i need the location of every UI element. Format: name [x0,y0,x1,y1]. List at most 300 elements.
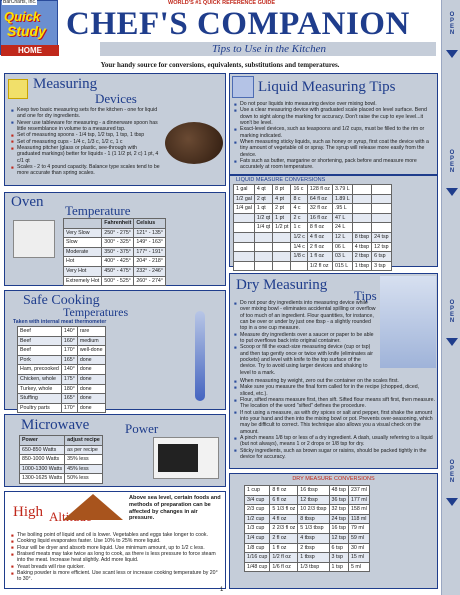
publisher-label: BarCharts, Inc. [3,0,37,5]
table-cell: 1/4 c [291,242,307,252]
list-item: ■ The boiling point of liquid and oil is lower. Vegetables and eggs take longer to cook. [11,532,223,538]
home-button[interactable]: HOME [1,45,59,56]
open-text: OPEN [449,12,455,36]
thermometer-icon [195,311,205,401]
table-row [64,238,166,248]
table-row [18,403,106,413]
list-item: ■ Flour will be dryer and absorb more liquid. Use minimum amount, up to 1/2 c less. [11,545,223,551]
spices-photo [165,122,223,164]
table-cell: 1.89 L [332,194,352,204]
table-row [245,533,370,543]
table-cell: 59 ml [348,533,369,543]
table-cell: 8 tbsp [352,232,371,242]
table-cell: 16 c [291,185,307,195]
table-cell: 2 tbsp [352,252,371,262]
table-cell: Extremely Hot [64,276,102,286]
open-label-3 [448,300,456,326]
table-row [234,185,392,195]
pitcher-photo [232,76,254,98]
table-row [18,355,106,365]
open-text: OPEN [449,460,455,484]
table-cell: 2 c [291,213,307,223]
table-row [245,553,370,563]
dry-tips-panel [229,273,438,469]
list-item: ■ When measuring by weight, zero out the container on the scales first. [234,378,435,384]
table-cell: Beef [18,336,62,346]
table-cell: 1 fl oz [307,252,332,262]
table-cell [273,261,291,271]
arrow-down-icon [446,188,458,196]
open-text: OPEN [449,300,455,324]
table-cell: done [77,365,105,375]
table-cell: 140° [61,365,77,375]
table-cell: 16 tbsp [298,486,329,496]
list-item: ■ Measuring pitcher (glass or plastic, see-through with graduated markings) better for liquids - 1 (1 1/2 pt, 2 c) 1 pt, 4 c/1 qt [11,145,161,164]
table-row [245,495,370,505]
list-item: ■ Do not pour dry ingredients into measuring device while over mixing bowl - eliminates accidental spilling or overflow of too much of an ingredient. Flour quantities, for instance, can be over or under by just one tbsp - a slightly rounded top in a one cup measure. [234,300,378,332]
table-cell: 3 tsp [372,261,391,271]
table-cell: 16 fl oz [307,213,332,223]
microwave-panel [4,414,226,487]
table-cell: 1/2 fl oz [307,261,332,271]
table-cell [234,252,255,262]
quickstudy-logo [0,0,58,55]
table-cell: done [77,384,105,394]
table-row [18,384,106,394]
table-cell: 1/2 gal [234,194,255,204]
table-row [64,247,166,257]
table-cell: 450° - 475° [102,266,134,276]
table-cell [234,213,255,223]
list-item: ■ Keep two basic measuring sets for the kitchen - one for liquid and one for dry ingredients. [11,107,161,120]
list-item: ■ Set of measuring spoons - 1/4 tsp, 1/2 tsp, 1 tsp, 1 tbsp [11,132,161,138]
table-cell: 300° - 325° [102,238,134,248]
table-cell: 4 tbsp [298,533,329,543]
table-header-cell: Power [20,436,65,446]
arrow-down-icon [446,498,458,506]
table-cell: 2 fl oz [270,533,298,543]
table-cell: 2 2/3 fl oz [270,524,298,534]
table-cell: 1 gal [234,185,255,195]
microwave-photo [153,437,219,479]
table-cell [372,204,391,214]
open-label-2 [448,150,456,176]
table-cell [234,261,255,271]
page-number: 1 [220,587,224,593]
liquid-conversions-title: LIQUID MEASURE CONVERSIONS [236,177,326,183]
page-subtitle: Tips to Use in the Kitchen [212,43,326,55]
list-item: ■ A pinch means 1/8 tsp or less of a dry ingredient. A dash, usually referring to a liquid (but not always), means 1 or 2 drops or 1/8 tsp for dry. [234,435,435,448]
liquid-tips-list [234,101,435,171]
table-cell: 64 fl oz [307,194,332,204]
altitude-title-b: Altitude [49,509,92,524]
list-item: ■ When measuring sticky liquids, such as honey or syrup, first coat the device with a tiny amount of vegetable oil or spray. The syrup will release more easily from the device. [234,139,435,158]
table-cell [254,242,272,252]
table-cell: 1 qt [254,204,272,214]
table-cell: 1/8 c [291,252,307,262]
altitude-list [11,532,223,583]
table-cell: 15 ml [348,553,369,563]
table-row [245,562,370,572]
table-cell: 2 tbsp [298,543,329,553]
table-cell: 128 fl oz [307,185,332,195]
table-header-row [20,436,103,446]
table-row [234,252,392,262]
table-cell: 36 tsp [329,495,348,505]
table-cell: 4 c [291,204,307,214]
table-cell: 1/3 tbsp [298,562,329,572]
table-cell: 177° - 191° [134,247,166,257]
liquid-conversions-table [233,184,392,271]
arrow-down-icon [446,338,458,346]
table-cell [273,232,291,242]
dry-tips-list-b [234,378,435,460]
open-text: OPEN [449,150,455,174]
dry-conversions-title: DRY MEASURE CONVERSIONS [292,476,375,482]
subtitle-bar [100,42,436,56]
table-cell [352,204,371,214]
table-row [234,223,392,233]
altitude-intro: Above sea level, certain foods and methods of preparation can be affected by changes in air pressure. [129,495,221,522]
open-label-1 [448,12,456,38]
table-cell: well-done [77,346,105,356]
table-cell: Poultry parts [18,403,62,413]
table-cell: 1/2 qt [254,213,272,223]
table-cell: done [77,394,105,404]
table-cell: 5 1/3 fl oz [270,505,298,515]
table-header-cell: adjust recipe [65,436,103,446]
table-header-cell: Celsius [134,219,166,229]
table-cell: 232° - 246° [134,266,166,276]
liquid-conversions-panel [229,175,438,267]
altitude-panel [4,491,226,589]
list-item: ■ Set of measuring cups - 1/4 c, 1/3 c, 1/2 c, 1 c [11,139,161,145]
dry-conversions-table [244,485,370,572]
table-row [245,543,370,553]
table-cell: done [77,355,105,365]
table-cell [254,261,272,271]
table-cell: 8 fl oz [270,486,298,496]
table-header-row [64,219,166,229]
table-cell: Beef [18,327,62,337]
dry-conversions-panel [229,473,438,589]
table-cell: 1/3 cup [245,524,270,534]
table-cell: 12 L [332,232,352,242]
altitude-title-a: High [13,504,43,520]
table-cell: 1 tbsp [298,553,329,563]
arrow-down-icon [446,50,458,58]
table-cell: 250° - 275° [102,228,134,238]
dry-tips-list-a [234,300,378,376]
table-cell: Hot [64,257,102,267]
list-item: ■ If not using a measure, as with dry spices or salt and pepper, first shake the amount into your hand and then into the mixing bowl or pot. Prevents over-seasoning, which may be difficult to correct. This technique also allows you a visual check on the amount. [234,410,435,435]
safe-cooking-note: Taken with internal meat thermometer [13,319,107,325]
safe-cooking-title-a: Safe Cooking [23,293,100,308]
woman-photo [380,276,436,368]
table-cell: 45% less [65,464,103,474]
list-item: ■ Sticky ingredients, such as brown sugar or raisins, should be packed tightly in the device for accuracy. [234,448,435,461]
list-item: ■ Do not pour liquids into measuring device over mixing bowl. [234,101,435,107]
table-cell [352,194,371,204]
table-cell: 121° - 135° [134,228,166,238]
table-cell: 50% less [65,474,103,484]
safe-cooking-panel [4,290,226,410]
table-cell [352,223,371,233]
dry-tips-title-a: Dry Measuring [236,277,328,293]
list-item: ■ Yeast breads will rise quicker. [11,564,223,570]
table-cell: 1/2 fl oz [270,553,298,563]
table-cell: 47 L [332,213,352,223]
list-item: ■ Make sure you measure the final form called for in the recipe (chopped, diced, sliced, etc.). [234,384,435,397]
list-item: ■ Cooking liquid evaporates faster. Use 10% to 25% more liquid. [11,538,223,544]
table-cell: 1 pt [273,213,291,223]
dry-tips-title-b: Tips [354,288,377,303]
table-cell: 06 L [332,242,352,252]
table-cell: 35% less [65,455,103,465]
table-cell: 350° - 375° [102,247,134,257]
table-cell: 24 L [332,223,352,233]
table-cell: 12 tsp [372,242,391,252]
table-row [20,445,103,455]
table-cell: .95 L [332,204,352,214]
table-cell [372,213,391,223]
list-item: ■ Fats such as butter, margarine or shortening, pack before and measure more accurately at room temperature. [234,158,435,171]
table-row [234,261,392,271]
table-cell: 32 tsp [329,505,348,515]
table-cell [234,232,255,242]
table-cell: 10 2/3 tbsp [298,505,329,515]
table-row [234,242,392,252]
table-cell: 4 pt [273,194,291,204]
table-cell: 1000-1300 Watts [20,464,65,474]
table-cell: Ham, precooked [18,365,62,375]
table-cell: medium [77,336,105,346]
table-cell: 8 c [291,194,307,204]
safe-cooking-title-b: Temperatures [63,305,129,319]
table-cell: 1/2 c [291,232,307,242]
table-row [234,204,392,214]
table-row [234,194,392,204]
table-row [18,365,106,375]
table-cell: done [77,403,105,413]
table-row [64,266,166,276]
table-cell [254,232,272,242]
table-row [20,474,103,484]
table-cell: 1/4 cup [245,533,270,543]
table-cell: 12 tbsp [298,495,329,505]
table-cell: 1/2 pt [273,223,291,233]
table-cell: 3/4 cup [245,495,270,505]
table-cell: 165° [61,355,77,365]
table-cell: 6 tsp [372,252,391,262]
table-row [234,213,392,223]
table-row [245,486,370,496]
table-cell [372,223,391,233]
table-cell: 5 1/3 tbsp [298,524,329,534]
oven-photo [13,220,55,258]
table-cell: 1/4 gal [234,204,255,214]
table-row [20,464,103,474]
table-cell: 1300-1625 Watts [20,474,65,484]
table-cell: 850-1000 Watts [20,455,65,465]
table-cell: 149° - 163° [134,238,166,248]
table-cell: 4 fl oz [270,514,298,524]
logo-study: Study [7,23,46,39]
table-cell: Chicken, whole [18,374,62,384]
logo-quick: Quick [4,9,41,24]
table-row [18,327,106,337]
table-cell: 1/16 cup [245,553,270,563]
measuring-devices-panel [4,73,226,186]
spoon-photo [8,79,28,99]
liquid-tips-panel [229,73,438,175]
table-cell: 1 c [291,223,307,233]
table-cell: 12 tsp [329,533,348,543]
list-item: ■ Baking powder is more efficient. Use scant less or increase cooking temperature by 20° to 30°. [11,570,223,583]
table-header-cell: Fahrenheit [102,219,134,229]
table-cell [291,261,307,271]
safe-cooking-table [17,326,106,413]
table-cell: 118 ml [348,514,369,524]
table-cell: 1 cup [245,486,270,496]
oven-table [63,218,166,286]
measuring-devices-title-a: Measuring [33,76,98,92]
table-row [245,524,370,534]
table-cell [273,242,291,252]
table-cell [254,252,272,262]
table-cell: 170° [61,346,77,356]
table-header-cell [64,219,102,229]
list-item: ■ Never use tableware for measuring - a dinnerware spoon has little resemblance in volume to a measured tsp. [11,120,161,133]
table-cell: 260° - 274° [134,276,166,286]
table-cell: 1 tsp [329,562,348,572]
table-cell: 1/4 qt [254,223,272,233]
table-cell: 6 tsp [329,543,348,553]
tagline: Your handy source for conversions, equivalents, substitutions and temperatures. [100,61,340,69]
table-cell: 4 fl oz [307,232,332,242]
table-cell: 79 ml [348,524,369,534]
table-cell: Very Slow [64,228,102,238]
table-cell: 5 ml [348,562,369,572]
table-cell: 160° [61,336,77,346]
table-cell: 175° [61,374,77,384]
table-cell: 180° [61,384,77,394]
microwave-title-a: Microwave [21,417,90,433]
table-row [20,455,103,465]
mountain-icon [63,494,123,520]
measuring-devices-title-b: Devices [95,91,137,106]
table-cell: 1/8 cup [245,543,270,553]
table-row [64,276,166,286]
table-cell: 1 tbsp [352,261,371,271]
table-cell: 1 fl oz [270,543,298,553]
table-cell: 48 tsp [329,486,348,496]
table-cell: 2 fl oz [307,242,332,252]
table-cell: 237 ml [348,486,369,496]
table-row [245,514,370,524]
table-cell [372,194,391,204]
table-cell: 650-850 Watts [20,445,65,455]
table-cell: 8 fl oz [307,223,332,233]
table-cell: 24 tsp [372,232,391,242]
table-cell [352,185,371,195]
table-row [18,346,106,356]
table-cell: 140° [61,327,77,337]
open-label-4 [448,460,456,486]
table-cell: 3.79 L [332,185,352,195]
table-row [18,394,106,404]
table-cell: 24 tsp [329,514,348,524]
list-item: ■ Exact-level devices, such as teaspoons and 1/2 cups, must be filled to the rim or marking indicated. [234,126,435,139]
table-cell: 03 L [332,252,352,262]
table-cell: 1/48 cup [245,562,270,572]
table-row [64,257,166,267]
oven-title-a: Oven [11,194,44,210]
table-cell [273,252,291,262]
liquid-tips-title: Liquid Measuring Tips [258,79,396,95]
table-cell: Moderate [64,247,102,257]
table-cell: 204° - 218° [134,257,166,267]
table-cell: 015 L [332,261,352,271]
list-item: ■ Flour, sifted means measure first, then sift. Sifted flour means sift first, then measure. The location of the word "sifted" defines the procedure. [234,397,435,410]
table-cell: Beef [18,346,62,356]
microwave-table [19,435,103,484]
list-item: ■ Scales - 2 to 4 pound capacity. Balance type scales tend to be more accurate than spring scales. [11,164,161,177]
table-cell: 2/3 cup [245,505,270,515]
table-cell: Stuffing [18,394,62,404]
table-cell: 1/6 fl oz [270,562,298,572]
table-cell: 400° - 425° [102,257,134,267]
table-cell: 30 ml [348,543,369,553]
table-cell: 158 ml [348,505,369,515]
table-cell: 2 pt [273,204,291,214]
table-cell: done [77,374,105,384]
table-cell: 6 fl oz [270,495,298,505]
oven-panel [4,192,226,286]
table-cell [352,213,371,223]
table-row [234,232,392,242]
table-row [64,228,166,238]
table-row [245,505,370,515]
table-cell: Slow [64,238,102,248]
table-cell: Very Hot [64,266,102,276]
table-cell: as per recipe [65,445,103,455]
table-cell: rare [77,327,105,337]
oven-title-b: Temperature [65,203,131,218]
table-cell: 177 ml [348,495,369,505]
table-cell: 1/2 cup [245,514,270,524]
measuring-devices-list [11,107,161,177]
table-row [18,336,106,346]
table-cell: 8 pt [273,185,291,195]
table-row [18,374,106,384]
table-cell [234,223,255,233]
microwave-title-b: Power [125,421,159,436]
table-cell: 3 tsp [329,553,348,563]
table-cell: 500° - 525° [102,276,134,286]
table-cell: 8 tbsp [298,514,329,524]
table-cell: 4 tbsp [352,242,371,252]
table-cell: 165° [61,394,77,404]
page-title: CHEF'S COMPANION [66,6,410,42]
table-cell [372,185,391,195]
table-cell: Pork [18,355,62,365]
table-cell [234,242,255,252]
list-item: ■ Use a clear measuring device with graduated scale placed on level surface. Bend down to sight along the marking for accuracy. Don't raise the cup to eye level...it won't be level. [234,107,435,126]
open-rail[interactable] [441,0,460,595]
table-cell: 16 tsp [329,524,348,534]
table-cell: 4 qt [254,185,272,195]
